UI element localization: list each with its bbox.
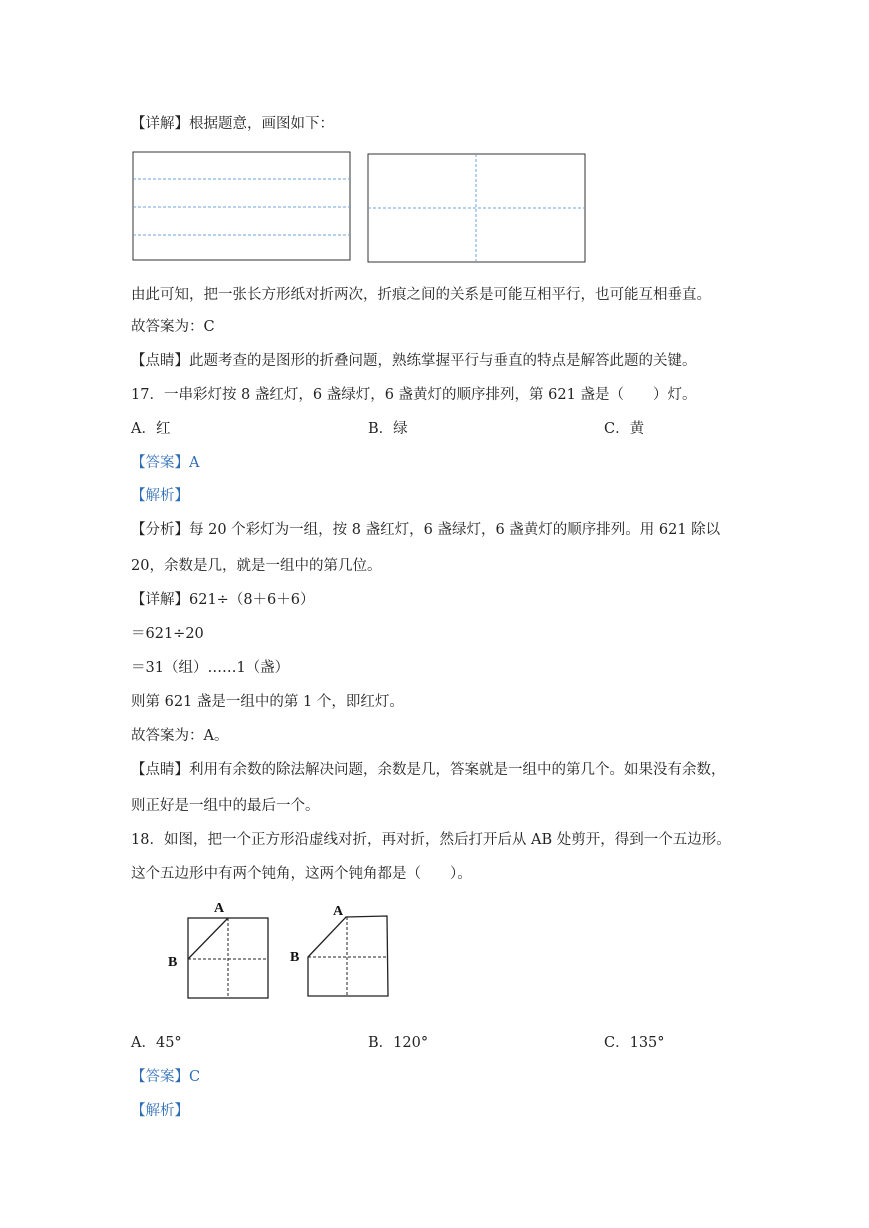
- q18-option-b: B．120°: [368, 1035, 429, 1051]
- detail-line: 【详解】根据题意，画图如下：: [131, 116, 334, 132]
- question-17: 17．一串彩灯按 8 盏红灯，6 盏绿灯，6 盏黄灯的顺序排列，第 621 盏是（ ）灯。: [131, 387, 697, 403]
- rectangle-perpendicular-folds: [368, 154, 585, 262]
- q17-analysis-heading: 【解析】: [131, 488, 189, 504]
- label-b-1: B: [168, 955, 178, 970]
- rectangle-fold-figures: [0, 0, 869, 300]
- question-18-line-2: 这个五边形中有两个钝角，这两个钝角都是（ ）。: [131, 866, 472, 882]
- question-18-line-1: 18．如图，把一个正方形沿虚线对折，再对折，然后打开后从 AB 处剪开，得到一个五边形。: [131, 832, 731, 848]
- q17-detail-1: 【详解】621÷（8＋6＋6）: [131, 592, 315, 608]
- q17-option-b: B．绿: [368, 421, 408, 437]
- q17-key-point-2: 则正好是一组中的最后一个。: [131, 798, 320, 814]
- q17-conclusion: 故答案为：A。: [131, 728, 229, 744]
- label-a-1: A: [214, 901, 225, 916]
- answer-line: 故答案为：C: [131, 319, 215, 335]
- q17-key-point-1: 【点睛】利用有余数的除法解决问题，余数是几，答案就是一组中的第几个。如果没有余数，: [131, 762, 726, 778]
- q17-analysis-2: 20，余数是几，就是一组中的第几位。: [131, 558, 382, 574]
- q17-analysis-1: 【分析】每 20 个彩灯为一组，按 8 盏红灯，6 盏绿灯，6 盏黄灯的顺序排列。用 621 除以: [131, 522, 721, 538]
- q18-analysis-heading: 【解析】: [131, 1103, 189, 1119]
- label-b-2: B: [290, 950, 300, 965]
- square-fold-figures: [0, 890, 869, 1010]
- q18-option-a: A．45°: [131, 1035, 182, 1051]
- conclusion-line: 由此可知，把一张长方形纸对折两次，折痕之间的关系是可能互相平行，也可能互相垂直。: [131, 287, 711, 303]
- key-point-line: 【点睛】此题考查的是图形的折叠问题，熟练掌握平行与垂直的特点是解答此题的关键。: [131, 353, 697, 369]
- q17-detail-4: 则第 621 盏是一组中的第 1 个，即红灯。: [131, 694, 404, 710]
- pentagon-after-cut: [290, 904, 388, 996]
- q17-detail-2: ＝621÷20: [131, 626, 204, 642]
- q17-option-a: A．红: [131, 421, 171, 437]
- label-a-2: A: [333, 904, 344, 919]
- rectangle-parallel-folds: [133, 152, 350, 260]
- q18-option-c: C．135°: [604, 1035, 665, 1051]
- q17-detail-3: ＝31（组）……1（盏）: [131, 660, 290, 676]
- q18-answer: 【答案】C: [131, 1069, 201, 1085]
- square-with-cut-line: [168, 901, 268, 998]
- q17-option-c: C．黄: [604, 421, 645, 437]
- q17-answer: 【答案】A: [131, 455, 200, 471]
